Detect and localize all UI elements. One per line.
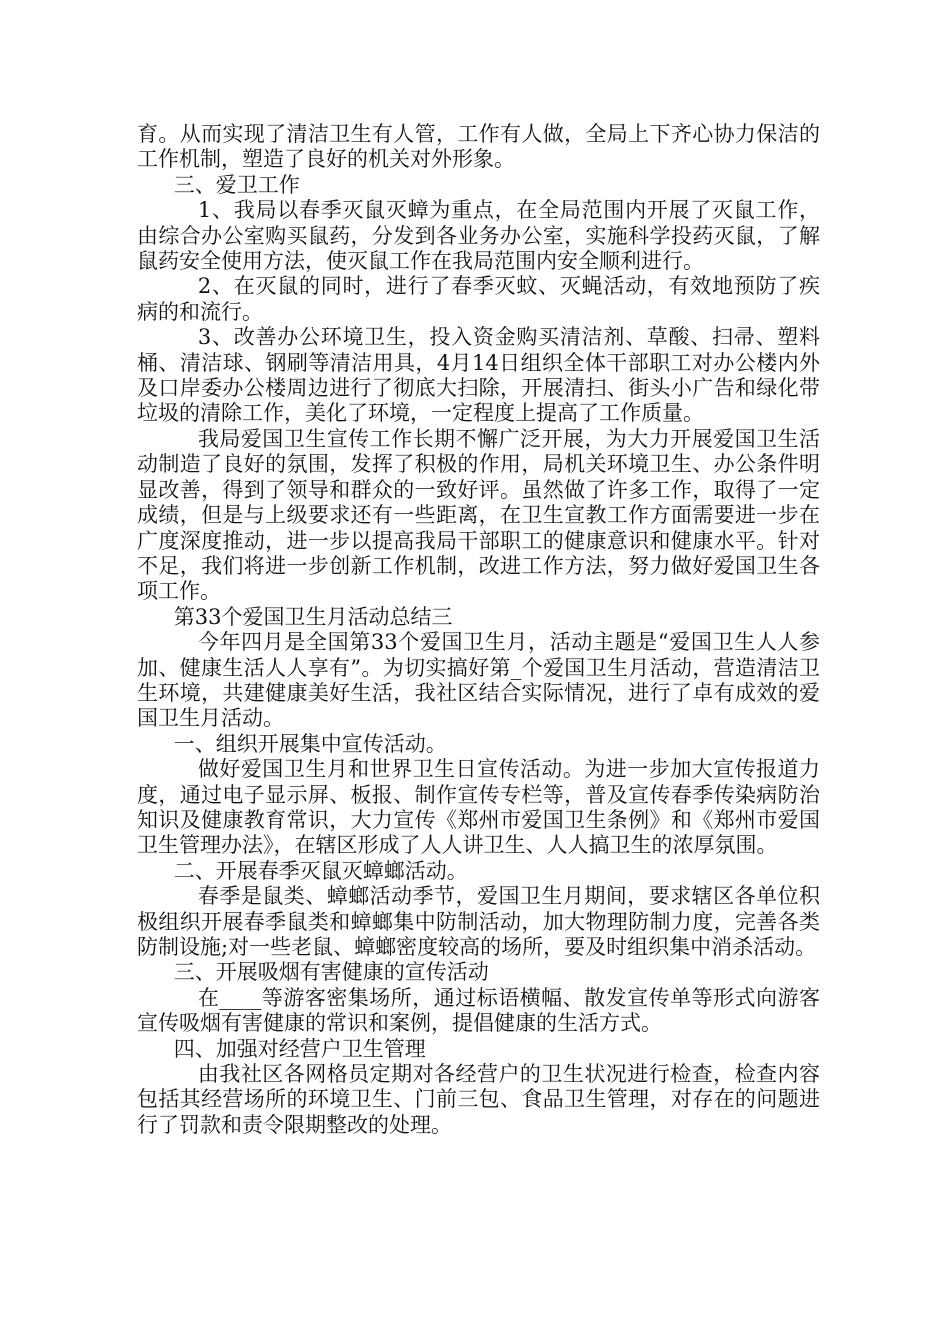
paragraph-mosquito-fly-control: 2、在灭鼠的同时，进行了春季灭蚊、灭蝇活动，有效地预防了疾病的和流行。 [137,274,820,324]
paragraph-pest-control: 春季是鼠类、蟑螂活动季节，爱国卫生月期间，要求辖区各单位积极组织开展春季鼠类和蟑螂集中防制活动，加大物理防制力度，完善各类防制设施;对一些老鼠、蟑螂密度较高的场所，要及时组织集中消杀活动。 [137,884,820,959]
paragraph-intro: 今年四月是全国第33个爱国卫生月，活动主题是“爱国卫生人人参加、健康生活人人享有”。为切实搞好第_个爱国卫生月活动，营造清洁卫生环境，共建健康美好生活，我社区结合实际情况，进行了卓有成效的爱国卫生月活动。 [137,630,820,731]
paragraph-continuation: 育。从而实现了清洁卫生有人管，工作有人做，全局上下齐心协力保洁的工作机制，塑造了良好的机关对外形象。 [137,122,820,172]
paragraph-smoking: 在____等游客密集场所，通过标语横幅、散发宣传单等形式向游客宣传吸烟有害健康的常识和案例，提倡健康的生活方式。 [137,985,820,1036]
document-body [137,122,820,1138]
paragraph-summary: 我局爱国卫生宣传工作长期不懈广泛开展，为大力开展爱国卫生活动制造了良好的氛围，发挥了积极的作用，局机关环境卫生、办公条件明显改善，得到了领导和群众的一致好评。虽然做了许多工作，取得了一定成绩，但是与上级要求还有一些距离，在卫生宣教工作方面需要进一步在广度深度推动，进一步以提高我局干部职工的健康意识和健康水平。针对不足，我们将进一步创新工作机制，改进工作方法，努力做好爱国卫生各项工作。 [137,426,820,604]
paragraph-office-environment: 3、改善办公环境卫生，投入资金购买清洁剂、草酸、扫帚、塑料桶、清洁球、钢刷等清洁用具，4月14日组织全体干部职工对办公楼内外及口岸委办公楼周边进行了彻底大扫除，开展清扫、街头小广告和绿化带垃圾的清除工作，美化了环境，一定程度上提高了工作质量。 [137,325,820,426]
section-heading-pest-control: 二、开展春季灭鼠灭蟑螂活动。 [173,858,468,883]
document-subtitle: 第33个爱国卫生月活动总结三 [173,604,453,629]
section-heading-aiwei: 三、爱卫工作 [173,172,300,197]
paragraph-rodent-control: 1、我局以春季灭鼠灭蟑为重点，在全局范围内开展了灭鼠工作，由综合办公室购买鼠药，分发到各业务办公室，实施科学投药灭鼠，了解鼠药安全使用方法，使灭鼠工作在我局范围内安全顺利进行。 [137,198,820,274]
section-heading-publicity: 一、组织开展集中宣传活动。 [173,731,447,756]
section-heading-smoking: 三、开展吸烟有害健康的宣传活动 [173,960,489,985]
paragraph-publicity: 做好爱国卫生月和世界卫生日宣传活动。为进一步加大宣传报道力度，通过电子显示屏、板报、制作宣传专栏等，普及宣传春季传染病防治知识及健康教育常识，大力宣传《郑州市爱国卫生条例》和《郑州市爱国卫生管理办法》，在辖区形成了人人讲卫生、人人搞卫生的浓厚氛围。 [137,757,820,858]
section-heading-vendors: 四、加强对经营户卫生管理 [173,1036,426,1061]
paragraph-vendors: 由我社区各网格员定期对各经营户的卫生状况进行检查，检查内容包括其经营场所的环境卫生、门前三包、食品卫生管理，对存在的问题进行了罚款和责令限期整改的处理。 [137,1062,820,1137]
